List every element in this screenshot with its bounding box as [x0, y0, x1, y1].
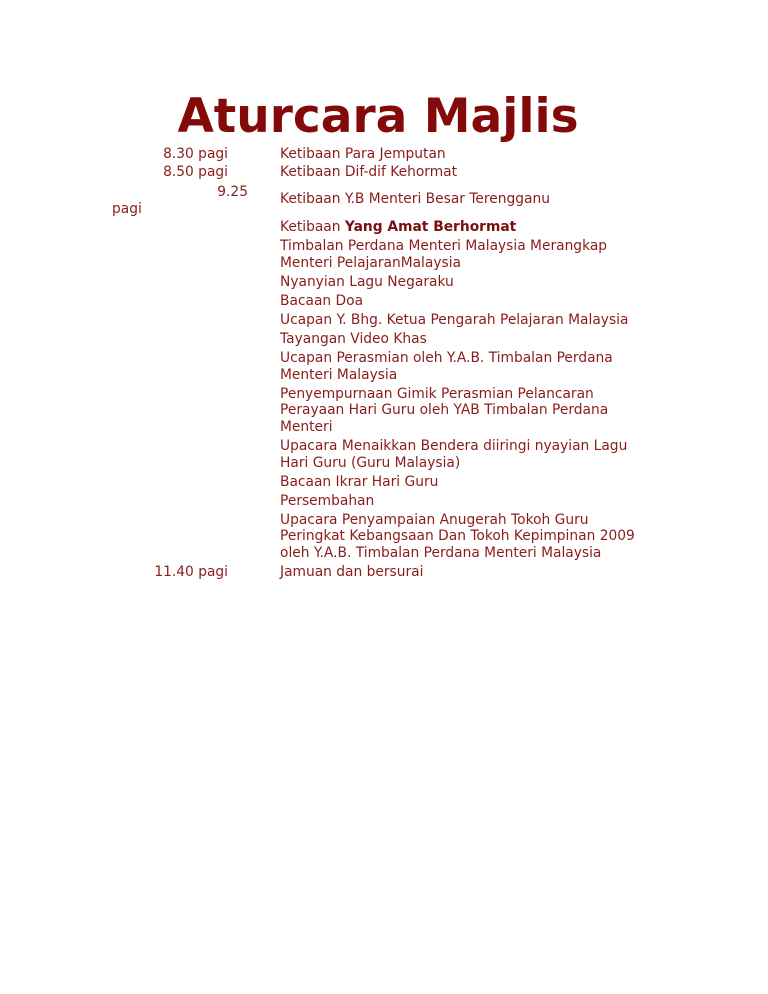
schedule-time: 8.30 pagi — [163, 146, 228, 162]
schedule-event: Upacara Penyampaian Anugerah Tokoh Guru — [280, 512, 589, 528]
schedule-time: 11.40 pagi — [154, 564, 228, 580]
schedule-event: Nyanyian Lagu Negaraku — [280, 274, 454, 290]
schedule-event: Tayangan Video Khas — [280, 331, 427, 347]
schedule-event: Ucapan Y. Bhg. Ketua Pengarah Pelajaran Malaysia — [280, 312, 629, 328]
schedule-event: Peringkat Kebangsaan Dan Tokoh Kepimpinan 2009 — [280, 528, 635, 544]
schedule-event: Ucapan Perasmian oleh Y.A.B. Timbalan Perdana — [280, 350, 613, 366]
page-title: Aturcara Majlis — [177, 89, 579, 144]
schedule-event: Upacara Menaikkan Bendera diiringi nyayian Lagu — [280, 438, 628, 454]
schedule-event: Ketibaan Y.B Menteri Besar Terengganu — [280, 191, 550, 207]
event-bold-title: Yang Amat Berhormat — [344, 219, 517, 235]
schedule-event: Timbalan Perdana Menteri Malaysia Merangkap — [280, 238, 608, 254]
schedule-event: Penyempurnaan Gimik Perasmian Pelancaran — [280, 386, 594, 402]
schedule-event: Ketibaan Para Jemputan — [280, 146, 446, 162]
schedule-event — [280, 219, 660, 236]
schedule-time-suffix: pagi — [112, 201, 142, 217]
schedule-event: Menteri Malaysia — [280, 367, 398, 383]
schedule-event: oleh Y.A.B. Timbalan Perdana Menteri Malaysia — [280, 545, 602, 561]
schedule-event: Persembahan — [280, 493, 375, 509]
schedule-event: Jamuan dan bersurai — [280, 564, 424, 580]
schedule-event: Perayaan Hari Guru oleh YAB Timbalan Perdana — [280, 402, 609, 418]
event-prefix: Ketibaan — [280, 219, 345, 235]
schedule-time: 8.50 pagi — [163, 164, 228, 180]
schedule-event: Bacaan Doa — [280, 293, 364, 309]
schedule-time: 9.25 — [217, 184, 248, 200]
schedule-event: Bacaan Ikrar Hari Guru — [280, 474, 439, 490]
schedule-event: Ketibaan Dif-dif Kehormat — [280, 164, 458, 180]
schedule-event: Hari Guru (Guru Malaysia) — [280, 455, 461, 471]
schedule-event: Menteri — [280, 419, 333, 435]
schedule-event: Menteri PelajaranMalaysia — [280, 255, 461, 271]
